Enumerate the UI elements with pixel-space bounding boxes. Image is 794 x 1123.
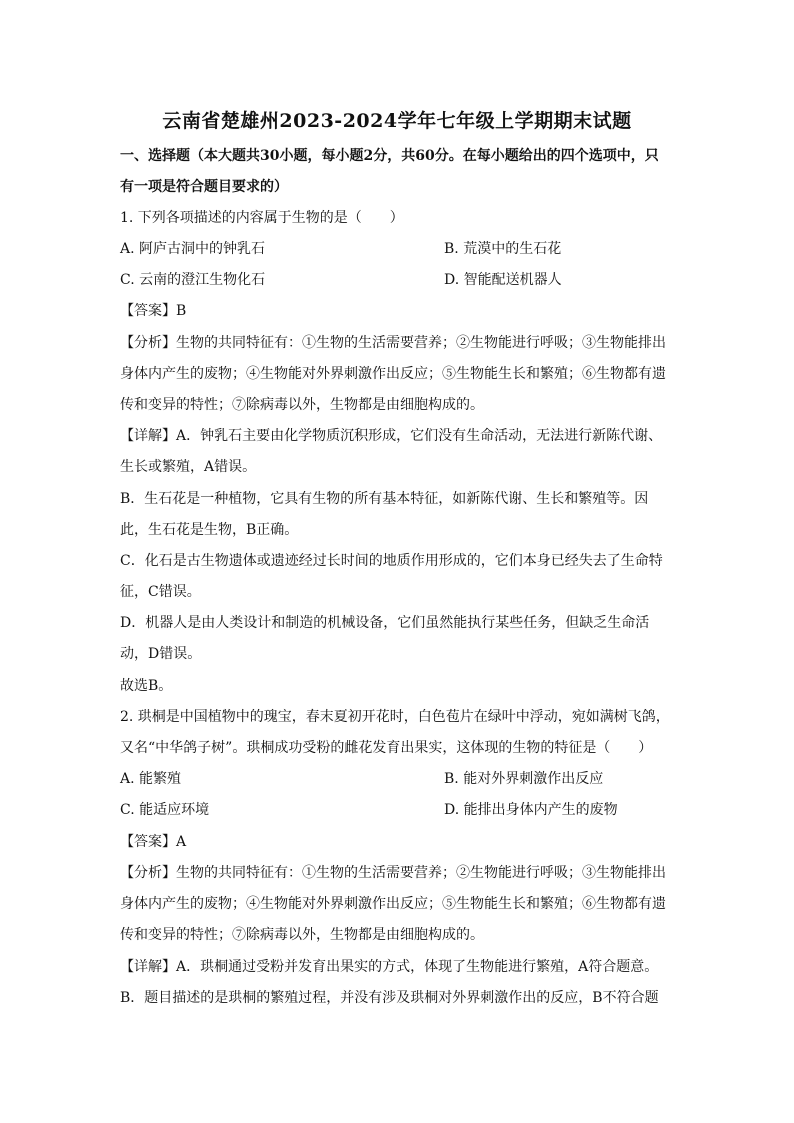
q1-detail-line: 动，D错误。 <box>120 646 202 662</box>
section-heading-line-2: 有一项是符合题目要求的） <box>120 179 288 195</box>
q2-option-c: C. 能适应环境 <box>120 802 210 818</box>
q1-analysis-line: 身体内产生的废物；④生物能对外界刺激作出反应；⑤生物能生长和繁殖；⑥生物都有遗 <box>120 366 666 382</box>
q2-detail-line: 【详解】A．珙桐通过受粉并发育出果实的方式，体现了生物能进行繁殖，A符合题意。 <box>120 959 659 975</box>
document-title: 云南省楚雄州2023-2024学年七年级上学期期末试题 <box>162 110 632 132</box>
q1-detail-line: C．化石是古生物遗体或遗迹经过长时间的地质作用形成的，它们本身已经失去了生命特 <box>120 553 663 569</box>
q1-detail-line: 征，C错误。 <box>120 584 201 600</box>
q1-option-b: B. 荒漠中的生石花 <box>444 241 562 257</box>
q1-conclusion: 故选B。 <box>120 678 173 694</box>
q1-analysis-line: 【分析】生物的共同特征有：①生物的生活需要营养；②生物能进行呼吸；③生物能排出 <box>120 335 666 351</box>
q2-detail-line: B．题目描述的是珙桐的繁殖过程，并没有涉及珙桐对外界刺激作出的反应，B不符合题 <box>120 990 659 1006</box>
q1-detail-line: 此，生石花是生物，B正确。 <box>120 522 299 538</box>
q2-stem-line: 2. 珙桐是中国植物中的瑰宝，春末夏初开花时，白色苞片在绿叶中浮动，宛如满树飞鸽， <box>120 709 670 725</box>
q2-analysis-line: 传和变异的特性；⑦除病毒以外，生物都是由细胞构成的。 <box>120 927 484 943</box>
q1-detail-line: 生长或繁殖，A错误。 <box>120 459 257 475</box>
q1-answer: 【答案】B <box>120 303 187 319</box>
q1-detail-line: B．生石花是一种植物，它具有生物的所有基本特征，如新陈代谢、生长和繁殖等。因 <box>120 491 649 507</box>
q1-option-c: C. 云南的澄江生物化石 <box>120 272 266 288</box>
q2-option-b: B. 能对外界刺激作出反应 <box>444 771 604 787</box>
q2-option-d: D. 能排出身体内产生的废物 <box>444 802 618 818</box>
q2-stem-line: 又名“中华鸽子树”。珙桐成功受粉的雌花发育出果实，这体现的生物的特征是（ ） <box>120 740 653 756</box>
q1-analysis-line: 传和变异的特性；⑦除病毒以外，生物都是由细胞构成的。 <box>120 397 484 413</box>
q1-detail-line: D．机器人是由人类设计和制造的机械设备，它们虽然能执行某些任务，但缺乏生命活 <box>120 615 650 631</box>
q1-detail-line: 【详解】A．钟乳石主要由化学物质沉积形成，它们没有生命活动，无法进行新陈代谢、 <box>120 428 663 444</box>
q1-stem: 1. 下列各项描述的内容属于生物的是（ ） <box>120 210 404 226</box>
q2-analysis-line: 身体内产生的废物；④生物能对外界刺激作出反应；⑤生物能生长和繁殖；⑥生物都有遗 <box>120 896 666 912</box>
q1-option-a: A. 阿庐古洞中的钟乳石 <box>120 241 266 257</box>
section-heading-line-1: 一、选择题（本大题共30小题，每小题2分，共60分。在每小题给出的四个选项中，只 <box>120 148 659 164</box>
q2-answer: 【答案】A <box>120 834 187 850</box>
q1-option-d: D. 智能配送机器人 <box>444 272 562 288</box>
q2-option-a: A. 能繁殖 <box>120 771 182 787</box>
q2-analysis-line: 【分析】生物的共同特征有：①生物的生活需要营养；②生物能进行呼吸；③生物能排出 <box>120 865 666 881</box>
